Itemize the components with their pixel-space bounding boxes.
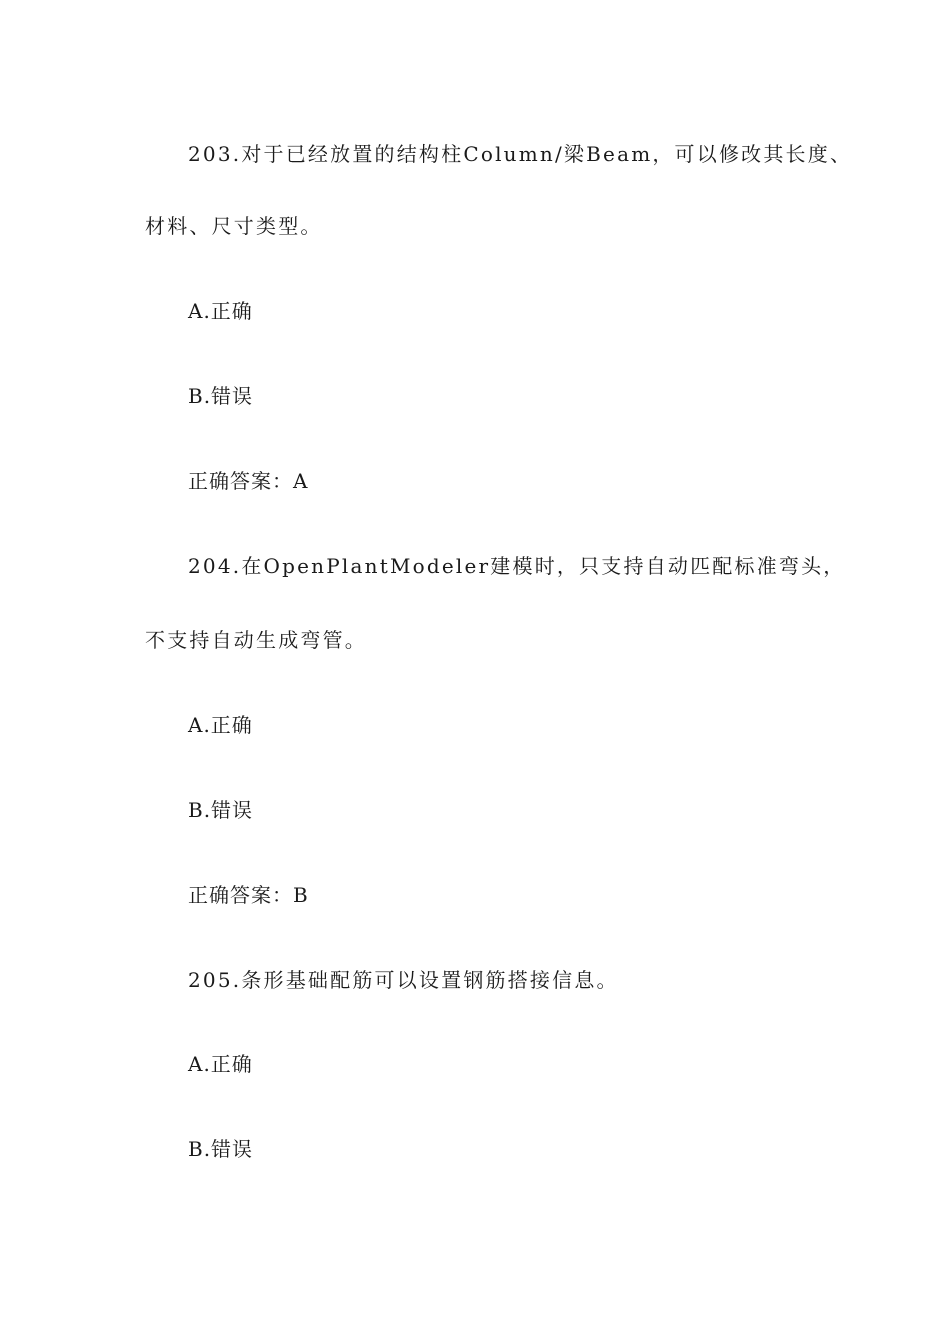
question-204-stem-line1: 204.在OpenPlantModeler建模时，只支持自动匹配标准弯头， — [188, 554, 846, 578]
question-203-answer: 正确答案：A — [188, 469, 309, 493]
question-204-stem-line2: 不支持自动生成弯管。 — [145, 628, 367, 652]
question-204-option-b: B.错误 — [188, 798, 254, 822]
question-203-stem-line1: 203.对于已经放置的结构柱Column/梁Beam，可以修改其长度、 — [188, 142, 853, 166]
question-205-stem-line1: 205.条形基础配筋可以设置钢筋搭接信息。 — [188, 968, 619, 992]
question-203-option-b: B.错误 — [188, 384, 254, 408]
question-204-option-a: A.正确 — [188, 713, 253, 737]
question-205-option-a: A.正确 — [188, 1052, 253, 1076]
question-203-option-a: A.正确 — [188, 299, 253, 323]
question-204-answer: 正确答案：B — [188, 883, 309, 907]
question-205-option-b: B.错误 — [188, 1137, 254, 1161]
question-203-stem-line2: 材料、尺寸类型。 — [145, 214, 323, 238]
